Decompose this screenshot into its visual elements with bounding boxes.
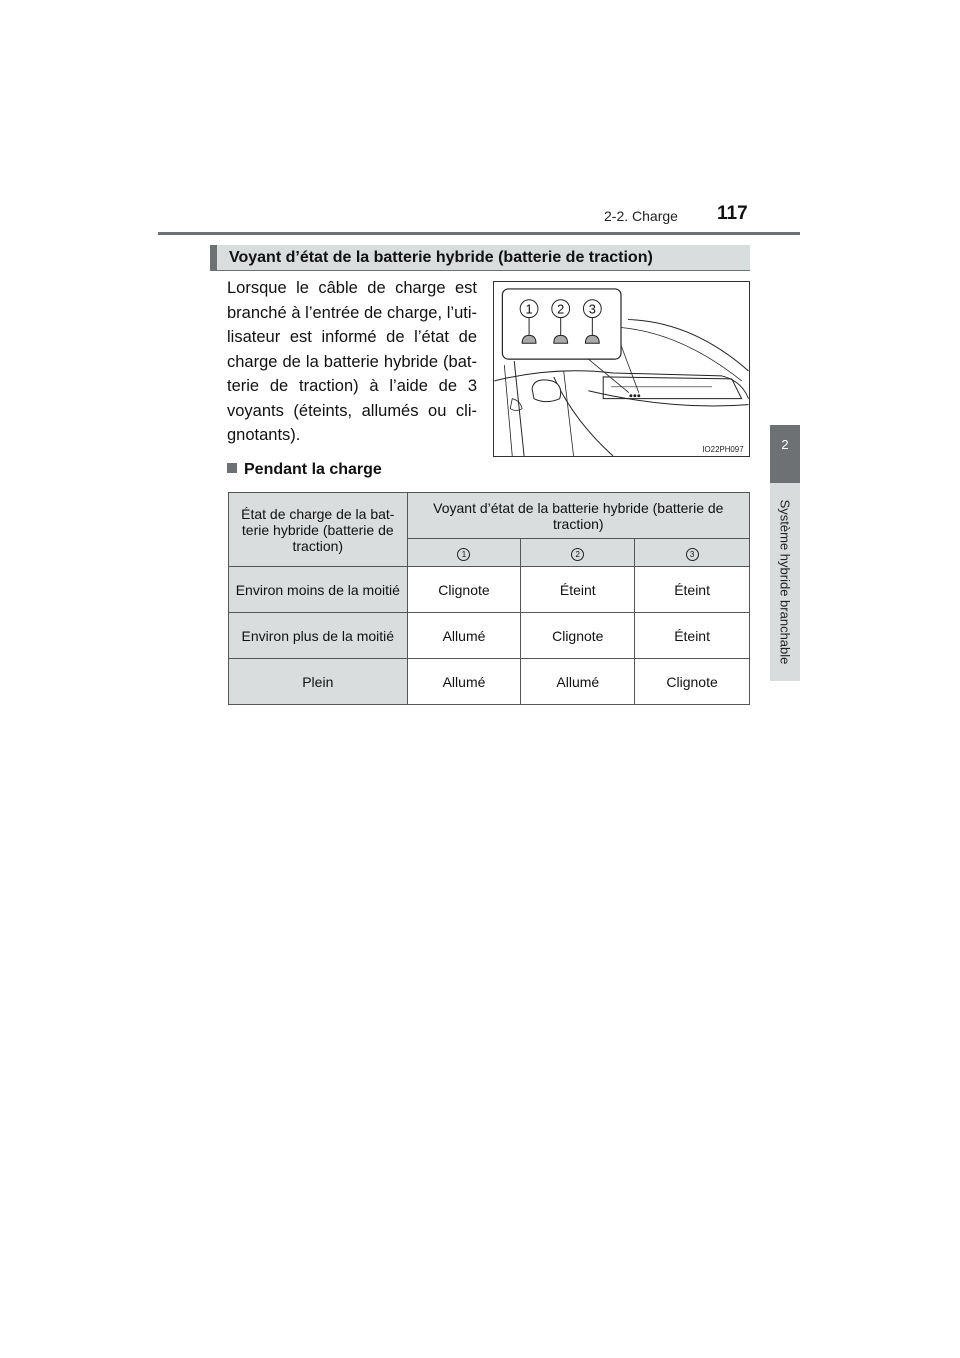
lamp-number-3: 3 [686, 548, 699, 561]
charge-status-table [228, 492, 750, 705]
callout-number-3: 3 [588, 301, 596, 317]
indicator-lamp-2 [633, 394, 636, 397]
callout-number-1: 1 [525, 301, 533, 317]
section-title: 2-2. Charge [604, 208, 678, 224]
row-value: Éteint [521, 567, 635, 613]
table-row [229, 567, 750, 613]
indicator-lamp-3 [637, 394, 640, 397]
section-heading-text: Voyant d’état de la batterie hybride (batterie de traction) [229, 249, 653, 266]
section-heading [210, 245, 750, 271]
lamp-icon-2 [554, 335, 568, 343]
row-value: Clignote [635, 659, 750, 705]
row-value: Allumé [407, 659, 521, 705]
lamp-icon-1 [522, 335, 536, 343]
table-header-state: État de charge de la bat-terie hybride (batterie de traction) [229, 493, 408, 567]
chapter-number: 2 [781, 437, 789, 452]
table-header-lamp-3 [635, 539, 750, 567]
table-header-lamp-2 [521, 539, 635, 567]
row-state: Plein [229, 659, 408, 705]
figure-code: IO22PH097 [702, 445, 744, 455]
row-state: Environ plus de la moitié [229, 613, 408, 659]
square-bullet-icon [227, 463, 237, 473]
header-rule [158, 232, 800, 235]
row-value: Clignote [407, 567, 521, 613]
row-state: Environ moins de la moitié [229, 567, 408, 613]
table-header-indicator: Voyant d’état de la batterie hybride (batterie de traction) [407, 493, 749, 539]
row-value: Allumé [407, 613, 521, 659]
chapter-label: Système hybride branchable [777, 499, 793, 665]
table-row [229, 613, 750, 659]
row-value: Éteint [635, 613, 750, 659]
body-paragraph: Lorsque le câble de charge est branché à l’entrée de charge, l’uti-lisateur est informé de l’état de charge de la batterie hybride (bat-terie de traction) à l’aide de 3 voyants (éteints, allumés ou cli-gnotants). [227, 279, 477, 444]
lamp-icon-3 [585, 335, 599, 343]
subheading-text: Pendant la charge [244, 461, 382, 478]
indicator-lamp-1 [629, 394, 632, 397]
dashboard-drawing [494, 282, 749, 456]
row-value: Allumé [521, 659, 635, 705]
lamp-number-1: 1 [457, 548, 470, 561]
chapter-tab [770, 425, 800, 483]
lamp-number-2: 2 [571, 548, 584, 561]
table-row [229, 659, 750, 705]
row-value: Éteint [635, 567, 750, 613]
page-number: 117 [717, 203, 748, 224]
row-value: Clignote [521, 613, 635, 659]
dashboard-illustration [493, 281, 750, 457]
table-header-lamp-1 [407, 539, 521, 567]
subheading [227, 461, 382, 479]
callout-number-2: 2 [557, 301, 565, 317]
